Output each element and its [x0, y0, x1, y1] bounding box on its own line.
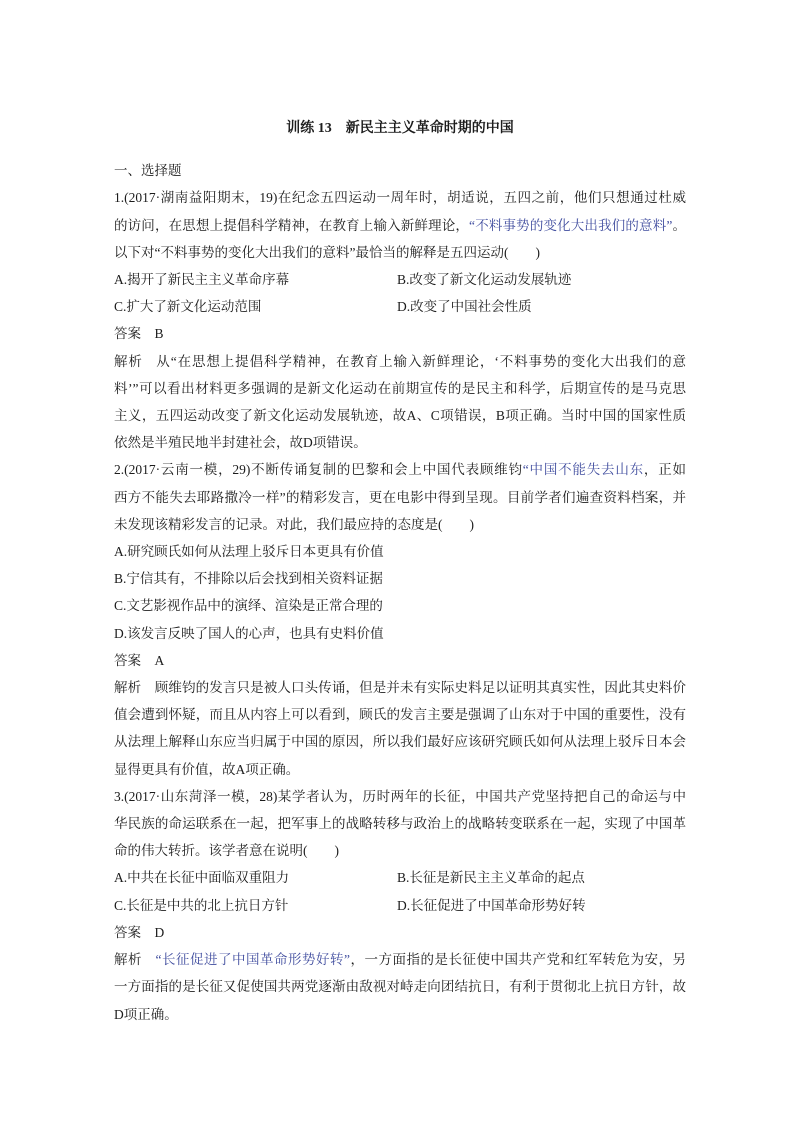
- answer-label: 答案: [114, 326, 141, 342]
- text-segment: 从“在思想上提倡科学精神，在教育上输入新鲜理论，‘不料事势的变化大出我们的意: [156, 353, 686, 369]
- analysis-line: [114, 1001, 686, 1028]
- options: [114, 864, 686, 918]
- analysis-line: [114, 756, 686, 783]
- text-segment: 值会遭到怀疑，而且从内容上可以看到，顾氏的发言主要是强调了山东对于中国的重要性，没有: [114, 707, 686, 723]
- stem-line: [114, 239, 686, 266]
- option-a: A.研究顾氏如何从法理上驳斥日本更具有价值: [114, 544, 384, 560]
- text-segment: 顾维钧的发言只是被人口头传诵，但是并未有实际史料足以证明其真实性，因此其史料价: [154, 680, 686, 696]
- stem-line: [114, 212, 686, 239]
- analysis-line: [114, 674, 686, 701]
- option-c: C.扩大了新文化运动范围: [114, 299, 262, 315]
- text-segment: 主义，五四运动改变了新文化运动发展轨迹，故A、C项错误，B项正确。当时中国的国家性质: [114, 408, 686, 424]
- question-stem: [114, 456, 686, 538]
- answer-value: D: [154, 924, 165, 940]
- text-segment: ，正如: [643, 462, 686, 478]
- answer-label: 答案: [114, 924, 141, 940]
- text-segment: 的访问，在思想上提倡科学精神，在教育上输入新鲜理论，: [114, 217, 470, 233]
- text-segment: 未发现该精彩发言的记录。对此，我们最应持的态度是( ): [114, 516, 474, 532]
- text-segment: 2.(2017·云南一模，29)不断传诵复制的巴黎和会上中国代表顾维钧: [114, 462, 523, 478]
- options: [114, 538, 686, 647]
- section-heading: 一、选择题: [114, 163, 182, 179]
- text-segment: 从法理上解释山东应当归属于中国的原因，所以我们最好应该研究顾氏如何从法理上驳斥日本会: [114, 734, 686, 750]
- answer-value: A: [154, 652, 165, 668]
- option-d: D.长征促进了中国革命形势好转: [397, 897, 586, 913]
- analysis-line: [114, 701, 686, 728]
- stem-line: [114, 184, 686, 211]
- text-segment: 命的伟大转折。该学者意在说明( ): [114, 843, 339, 859]
- text-segment: 1.(2017·湖南益阳期末，19)在纪念五四运动一周年时，胡适说，五四之前，他们只想通过杜威: [114, 190, 686, 206]
- stem-line: [114, 456, 686, 483]
- highlighted-quote: “中国不能失去山东: [522, 462, 644, 478]
- question-stem: [114, 184, 686, 266]
- option-c: C.文艺影视作品中的演绎、渲染是正常合理的: [114, 598, 383, 614]
- options: [114, 266, 686, 320]
- text-segment: 华民族的命运联系在一起，把军事上的战略转移与政治上的战略转变联系在一起，实现了中国革: [114, 816, 686, 832]
- text-segment: 西方不能失去耶路撒冷一样”的精彩发言，更在电影中得到呈现。目前学者们遍查资料档案，并: [114, 489, 686, 505]
- text-segment: 显得更具有价值，故A项正确。: [114, 761, 300, 777]
- option-a: A.揭开了新民主主义革命序幕: [114, 272, 290, 288]
- option-d: D.改变了中国社会性质: [397, 299, 532, 315]
- answer-line: [114, 919, 686, 946]
- option-a: A.中共在长征中面临双重阻力: [114, 870, 290, 886]
- question-list: [114, 184, 686, 1027]
- analysis-line: [114, 375, 686, 402]
- answer-line: [114, 647, 686, 674]
- text-segment: D项正确。: [114, 1006, 178, 1022]
- text-segment: 。: [672, 217, 687, 233]
- analysis-line: [114, 973, 686, 1000]
- highlighted-quote: “不料事势的变化大出我们的意料”: [469, 217, 673, 233]
- analysis: [114, 946, 686, 1028]
- question-2: [114, 456, 686, 782]
- text-segment: 3.(2017·山东菏泽一模，28)某学者认为，历时两年的长征，中国共产党坚持把自己的命运与中: [114, 788, 686, 804]
- text-segment: 依然是半殖民地半封建社会，故D项错误。: [114, 435, 367, 451]
- analysis: [114, 674, 686, 783]
- document-content: [114, 115, 686, 1028]
- text-segment: 一方面指的是长征又促使国共两党逐渐由敌视对峙走向团结抗日，有利于贯彻北上抗日方针，故: [114, 979, 686, 995]
- option-b: B.长征是新民主主义革命的起点: [397, 870, 585, 886]
- analysis: [114, 348, 686, 457]
- option-b: B.改变了新文化运动发展轨迹: [397, 272, 572, 288]
- question-1: [114, 184, 686, 456]
- analysis-line: [114, 429, 686, 456]
- stem-line: [114, 484, 686, 511]
- analysis-line: [114, 348, 686, 375]
- option-b: B.宁信其有，不排除以后会找到相关资料证据: [114, 571, 383, 587]
- analysis-label: 解析: [114, 952, 143, 968]
- stem-line: [114, 837, 686, 864]
- text-segment: 料’”可以看出材料更多强调的是新文化运动在前期宣传的是民主和科学，后期宣传的是马克思: [114, 380, 686, 396]
- analysis-line: [114, 402, 686, 429]
- analysis-label: 解析: [114, 353, 143, 369]
- option-d: D.该发言反映了国人的心声，也具有史料价值: [114, 625, 384, 641]
- text-segment: 以下对“不料事势的变化大出我们的意料”最恰当的解释是五四运动( ): [114, 244, 540, 260]
- answer-label: 答案: [114, 652, 141, 668]
- option-c: C.长征是中共的北上抗日方针: [114, 897, 289, 913]
- stem-line: [114, 783, 686, 810]
- page-title: 训练 13 新民主主义革命时期的中国: [286, 121, 514, 136]
- question-stem: [114, 783, 686, 865]
- stem-line: [114, 511, 686, 538]
- answer-value: B: [154, 326, 164, 342]
- answer-line: [114, 320, 686, 347]
- analysis-line: [114, 728, 686, 755]
- text-segment: ，一方面指的是长征使中国共产党和红军转危为安，另: [350, 952, 687, 968]
- stem-line: [114, 810, 686, 837]
- highlighted-quote: “长征促进了中国革命形势好转”: [155, 952, 351, 968]
- analysis-line: [114, 946, 686, 973]
- question-3: [114, 783, 686, 1028]
- analysis-label: 解析: [114, 680, 142, 696]
